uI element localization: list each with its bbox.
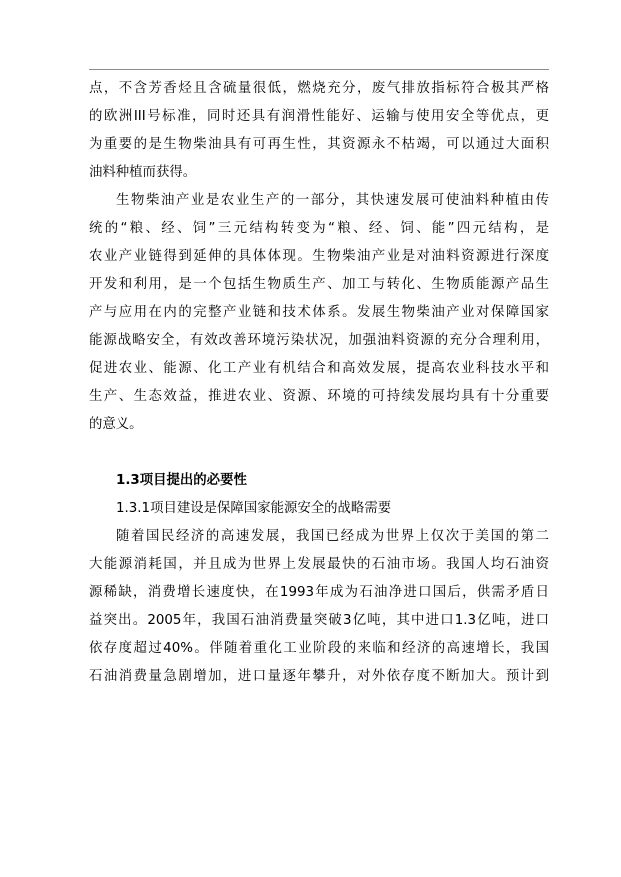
paragraph-line: 农业产业链得到延伸的具体体现。生物柴油产业是对油料资源进行深度 (89, 249, 549, 264)
subsection-heading: 1.3.1项目建设是保障国家能源安全的战略需要 (116, 501, 392, 516)
paragraph-line: 统的“粮、经、饲”三元结构转变为“粮、经、饲、能”四元结构，是 (89, 221, 549, 236)
paragraph-line: 促进农业、能源、化工产业有机结合和高效发展，提高农业科技水平和 (89, 361, 549, 376)
paragraph-line: 的意义。 (89, 417, 143, 432)
paragraph-line: 的欧洲III号标准，同时还具有润滑性能好、运输与使用安全等优点，更 (89, 109, 549, 124)
paragraph-line: 开发和利用，是一个包括生物质生产、加工与转化、生物质能源产品生 (89, 277, 549, 292)
paragraph-line: 益突出。2005年，我国石油消费量突破3亿吨，其中进口1.3亿吨，进口 (89, 613, 549, 628)
paragraph-line: 源稀缺，消费增长速度快，在1993年成为石油净进口国后，供需矛盾日 (89, 585, 549, 600)
paragraph-line: 点，不含芳香烃且含硫量很低，燃烧充分，废气排放指标符合极其严格 (89, 81, 549, 96)
paragraph-line: 生物柴油产业是农业生产的一部分，其快速发展可使油料种植由传 (116, 193, 549, 208)
header-rule (89, 69, 549, 70)
document-body (89, 75, 549, 691)
paragraph-line: 大能源消耗国，并且成为世界上发展最快的石油市场。我国人均石油资 (89, 557, 549, 572)
paragraph-line: 石油消费量急剧增加，进口量逐年攀升，对外依存度不断加大。预计到 (89, 669, 549, 684)
section-heading: 1.3项目提出的必要性 (116, 473, 247, 488)
paragraph-line: 生产、生态效益，推进农业、资源、环境的可持续发展均具有十分重要 (89, 389, 549, 404)
paragraph-line: 能源战略安全，有效改善环境污染状况，加强油料资源的充分合理利用， (89, 333, 549, 348)
paragraph-line: 油料种植而获得。 (89, 165, 197, 180)
paragraph-line: 产与应用在内的完整产业链和技术体系。发展生物柴油产业对保障国家 (89, 305, 549, 320)
section-spacer (89, 439, 549, 467)
paragraph-line: 依存度超过40%。伴随着重化工业阶段的来临和经济的高速增长，我国 (89, 641, 549, 656)
paragraph-line: 为重要的是生物柴油具有可再生性，其资源永不枯竭，可以通过大面积 (89, 137, 549, 152)
paragraph-line: 随着国民经济的高速发展，我国已经成为世界上仅次于美国的第二 (116, 529, 549, 544)
